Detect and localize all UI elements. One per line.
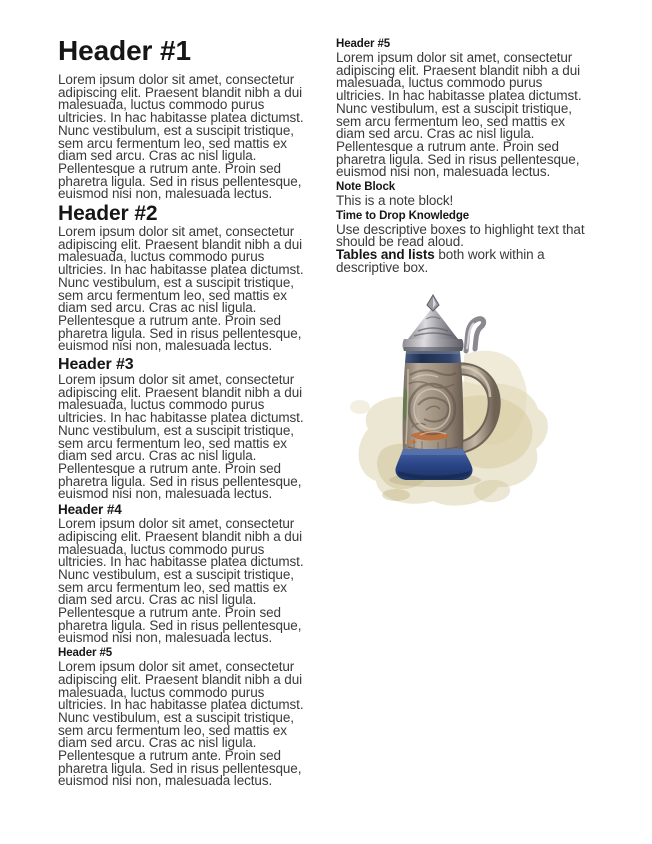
stein-top-band-shape bbox=[405, 351, 461, 363]
knowledge-block bbox=[336, 210, 592, 249]
heading-1: Header #1 bbox=[58, 35, 191, 66]
beer-stein-figure bbox=[338, 289, 592, 522]
right-column bbox=[336, 36, 592, 522]
heading-5: Header #5 bbox=[336, 38, 391, 50]
stein-base-shape bbox=[395, 449, 472, 480]
heading-4: Header #4 bbox=[58, 502, 122, 518]
heading-3: Header #3 bbox=[58, 356, 134, 374]
stein-body-shape bbox=[403, 363, 464, 451]
section-header-5-left bbox=[58, 647, 312, 788]
beer-stein-illustration bbox=[338, 289, 594, 517]
section-header-2 bbox=[58, 203, 312, 353]
tables-and-lists-note bbox=[336, 249, 592, 274]
note-block-text: This is a note block! bbox=[336, 193, 454, 209]
section-header-3 bbox=[58, 356, 312, 501]
stein-lid-shape bbox=[408, 295, 458, 339]
section-header-5-right bbox=[336, 38, 592, 179]
stein-lid-rim-shape bbox=[403, 339, 464, 351]
note-block-title: Note Block bbox=[336, 181, 396, 194]
knowledge-block-text: Use descriptive boxes to highlight text that should be read aloud. bbox=[336, 221, 585, 250]
knowledge-block-title: Time to Drop Knowledge bbox=[336, 209, 470, 222]
heading-2: Header #2 bbox=[58, 202, 158, 226]
lorem-paragraph: Lorem ipsum dolor sit amet, consectetur adipiscing elit. Praesent blandit nibh a dui malesuada, luctus commodo purus ultricies. In hac habitasse platea dictumst. Nunc vestibulum, est a suscipit tristique, sem arcu fermentum leo, sed mattis ex diam sed arcu. Cras ac nisl ligula. Pellentesque a rutrum ante. Proin sed pharetra ligula. Sed in risus pellentesque, euismod nisi non, malesuada lectus. bbox=[58, 224, 304, 354]
tables-and-lists-bold: Tables and lists bbox=[336, 247, 435, 263]
lorem-paragraph: Lorem ipsum dolor sit amet, consectetur adipiscing elit. Praesent blandit nibh a dui malesuada, luctus commodo purus ultricies. In hac habitasse platea dictumst. Nunc vestibulum, est a suscipit tristique, sem arcu fermentum leo, sed mattis ex diam sed arcu. Cras ac nisl ligula. Pellentesque a rutrum ante. Proin sed pharetra ligula. Sed in risus pellentesque, euismod nisi non, malesuada lectus. bbox=[58, 372, 304, 502]
section-header-1 bbox=[58, 36, 312, 201]
lorem-paragraph: Lorem ipsum dolor sit amet, consectetur adipiscing elit. Praesent blandit nibh a dui malesuada, luctus commodo purus ultricies. In hac habitasse platea dictumst. Nunc vestibulum, est a suscipit tristique, sem arcu fermentum leo, sed mattis ex diam sed arcu. Cras ac nisl ligula. Pellentesque a rutrum ante. Proin sed pharetra ligula. Sed in risus pellentesque, euismod nisi non, malesuada lectus. bbox=[58, 72, 304, 202]
lorem-paragraph: Lorem ipsum dolor sit amet, consectetur adipiscing elit. Praesent blandit nibh a dui malesuada, luctus commodo purus ultricies. In hac habitasse platea dictumst. Nunc vestibulum, est a suscipit tristique, sem arcu fermentum leo, sed mattis ex diam sed arcu. Cras ac nisl ligula. Pellentesque a rutrum ante. Proin sed pharetra ligula. Sed in risus pellentesque, euismod nisi non, malesuada lectus. bbox=[58, 659, 304, 789]
section-header-4 bbox=[58, 503, 312, 645]
heading-5: Header #5 bbox=[58, 647, 113, 660]
lorem-paragraph: Lorem ipsum dolor sit amet, consectetur adipiscing elit. Praesent blandit nibh a dui malesuada, luctus commodo purus ultricies. In hac habitasse platea dictumst. Nunc vestibulum, est a suscipit tristique, sem arcu fermentum leo, sed mattis ex diam sed arcu. Cras ac nisl ligula. Pellentesque a rutrum ante. Proin sed pharetra ligula. Sed in risus pellentesque, euismod nisi non, malesuada lectus. bbox=[336, 50, 582, 180]
left-column bbox=[58, 36, 312, 788]
stein-thumb-lever-shape bbox=[466, 318, 484, 350]
lorem-paragraph: Lorem ipsum dolor sit amet, consectetur adipiscing elit. Praesent blandit nibh a dui malesuada, luctus commodo purus ultricies. In hac habitasse platea dictumst. Nunc vestibulum, est a suscipit tristique, sem arcu fermentum leo, sed mattis ex diam sed arcu. Cras ac nisl ligula. Pellentesque a rutrum ante. Proin sed pharetra ligula. Sed in risus pellentesque, euismod nisi non, malesuada lectus. bbox=[58, 516, 304, 646]
tables-and-lists-rest: both work within a descriptive box. bbox=[336, 247, 545, 275]
note-block bbox=[336, 181, 592, 208]
